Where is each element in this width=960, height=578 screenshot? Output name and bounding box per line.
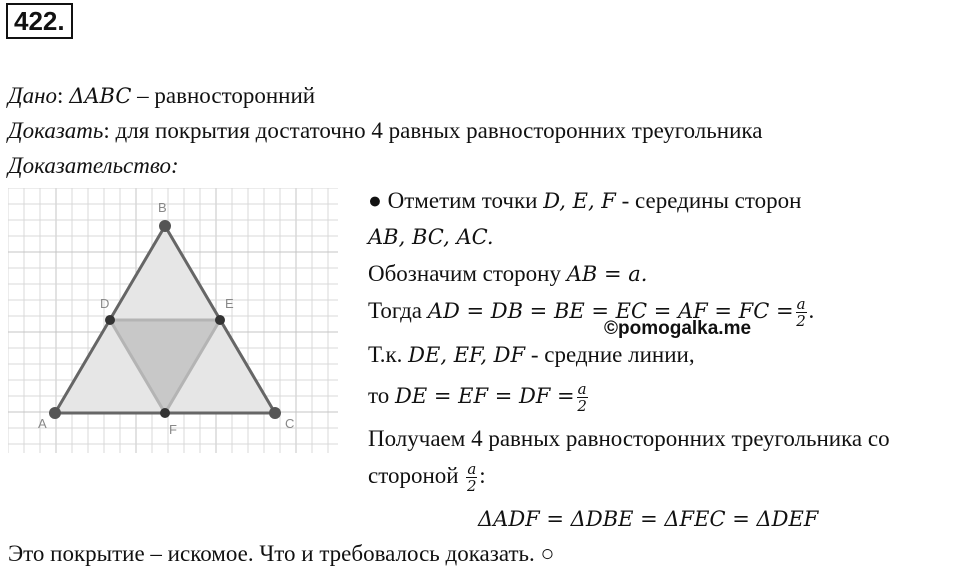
- watermark: ©pomogalka.me: [604, 318, 752, 339]
- given-math: ΔABC: [69, 84, 132, 108]
- line-9: [478, 505, 818, 533]
- vertex-b: [159, 220, 171, 232]
- line-9-math: ΔADF = ΔDBE = ΔFEC = ΔDEF: [478, 507, 819, 531]
- line-4-text: Тогда: [368, 297, 428, 323]
- point-f: [160, 408, 170, 418]
- line-3-text: Обозначим сторону: [368, 261, 567, 286]
- given-text: – равносторонний: [131, 83, 316, 108]
- label-d: D: [100, 296, 110, 311]
- conclusion: Это покрытие – искомое. Что и требовалось доказать. ○: [8, 541, 555, 566]
- problem-number: 422.: [6, 3, 73, 39]
- line-1-math: D, E, F: [543, 189, 616, 213]
- line-4-end: .: [808, 297, 815, 323]
- line-1: [368, 187, 801, 215]
- given-sep: :: [57, 83, 70, 108]
- label-f: F: [169, 422, 177, 437]
- vertex-a: [49, 407, 61, 419]
- fraction-a-over-2: $\frac{a}{2}$: [577, 380, 587, 415]
- point-d: [105, 315, 115, 325]
- line-3-math: AB = a.: [566, 262, 648, 286]
- line-6: [368, 381, 590, 414]
- line-6-math: DE = EF = DF =: [395, 383, 575, 408]
- line-5-math: DE, EF, DF: [408, 343, 526, 367]
- given-line: [8, 82, 315, 110]
- line-3: [368, 260, 647, 288]
- prove-label: Доказать: [8, 118, 104, 143]
- line-5-text: Т.к.: [368, 342, 409, 367]
- line-2-math: AB, BC, AC.: [368, 225, 494, 249]
- proof-label: Доказательство:: [8, 153, 179, 178]
- line-6-text: то: [368, 382, 395, 408]
- point-e: [215, 315, 225, 325]
- prove-line: [8, 117, 762, 145]
- fraction-a-over-2: $\frac{a}{2}$: [467, 460, 477, 495]
- prove-text: : для покрытия достаточно 4 равных равносторонних треугольника: [103, 118, 763, 143]
- fraction-a-over-2: $\frac{a}{2}$: [796, 295, 806, 330]
- label-b: B: [158, 200, 167, 215]
- line-8-text: стороной: [368, 462, 465, 488]
- triangle-figure: [8, 188, 338, 453]
- line-1-text: ● Отметим точки: [368, 188, 544, 213]
- line-8: [368, 461, 486, 494]
- given-label: Дано: [8, 83, 58, 108]
- line-5: [368, 341, 695, 369]
- line-4-math: AD = DB = BE = EC = AF = FC =: [427, 298, 794, 323]
- label-e: E: [225, 296, 234, 311]
- line-2: [368, 223, 494, 251]
- line-8-end: :: [479, 462, 486, 488]
- line-7: Получаем 4 равных равносторонних треугольника со: [368, 426, 890, 451]
- vertex-c: [269, 407, 281, 419]
- label-a: A: [38, 416, 47, 431]
- line-5-tail: - средние линии,: [525, 342, 695, 367]
- line-1-tail: - середины сторон: [615, 188, 802, 213]
- label-c: C: [285, 416, 295, 431]
